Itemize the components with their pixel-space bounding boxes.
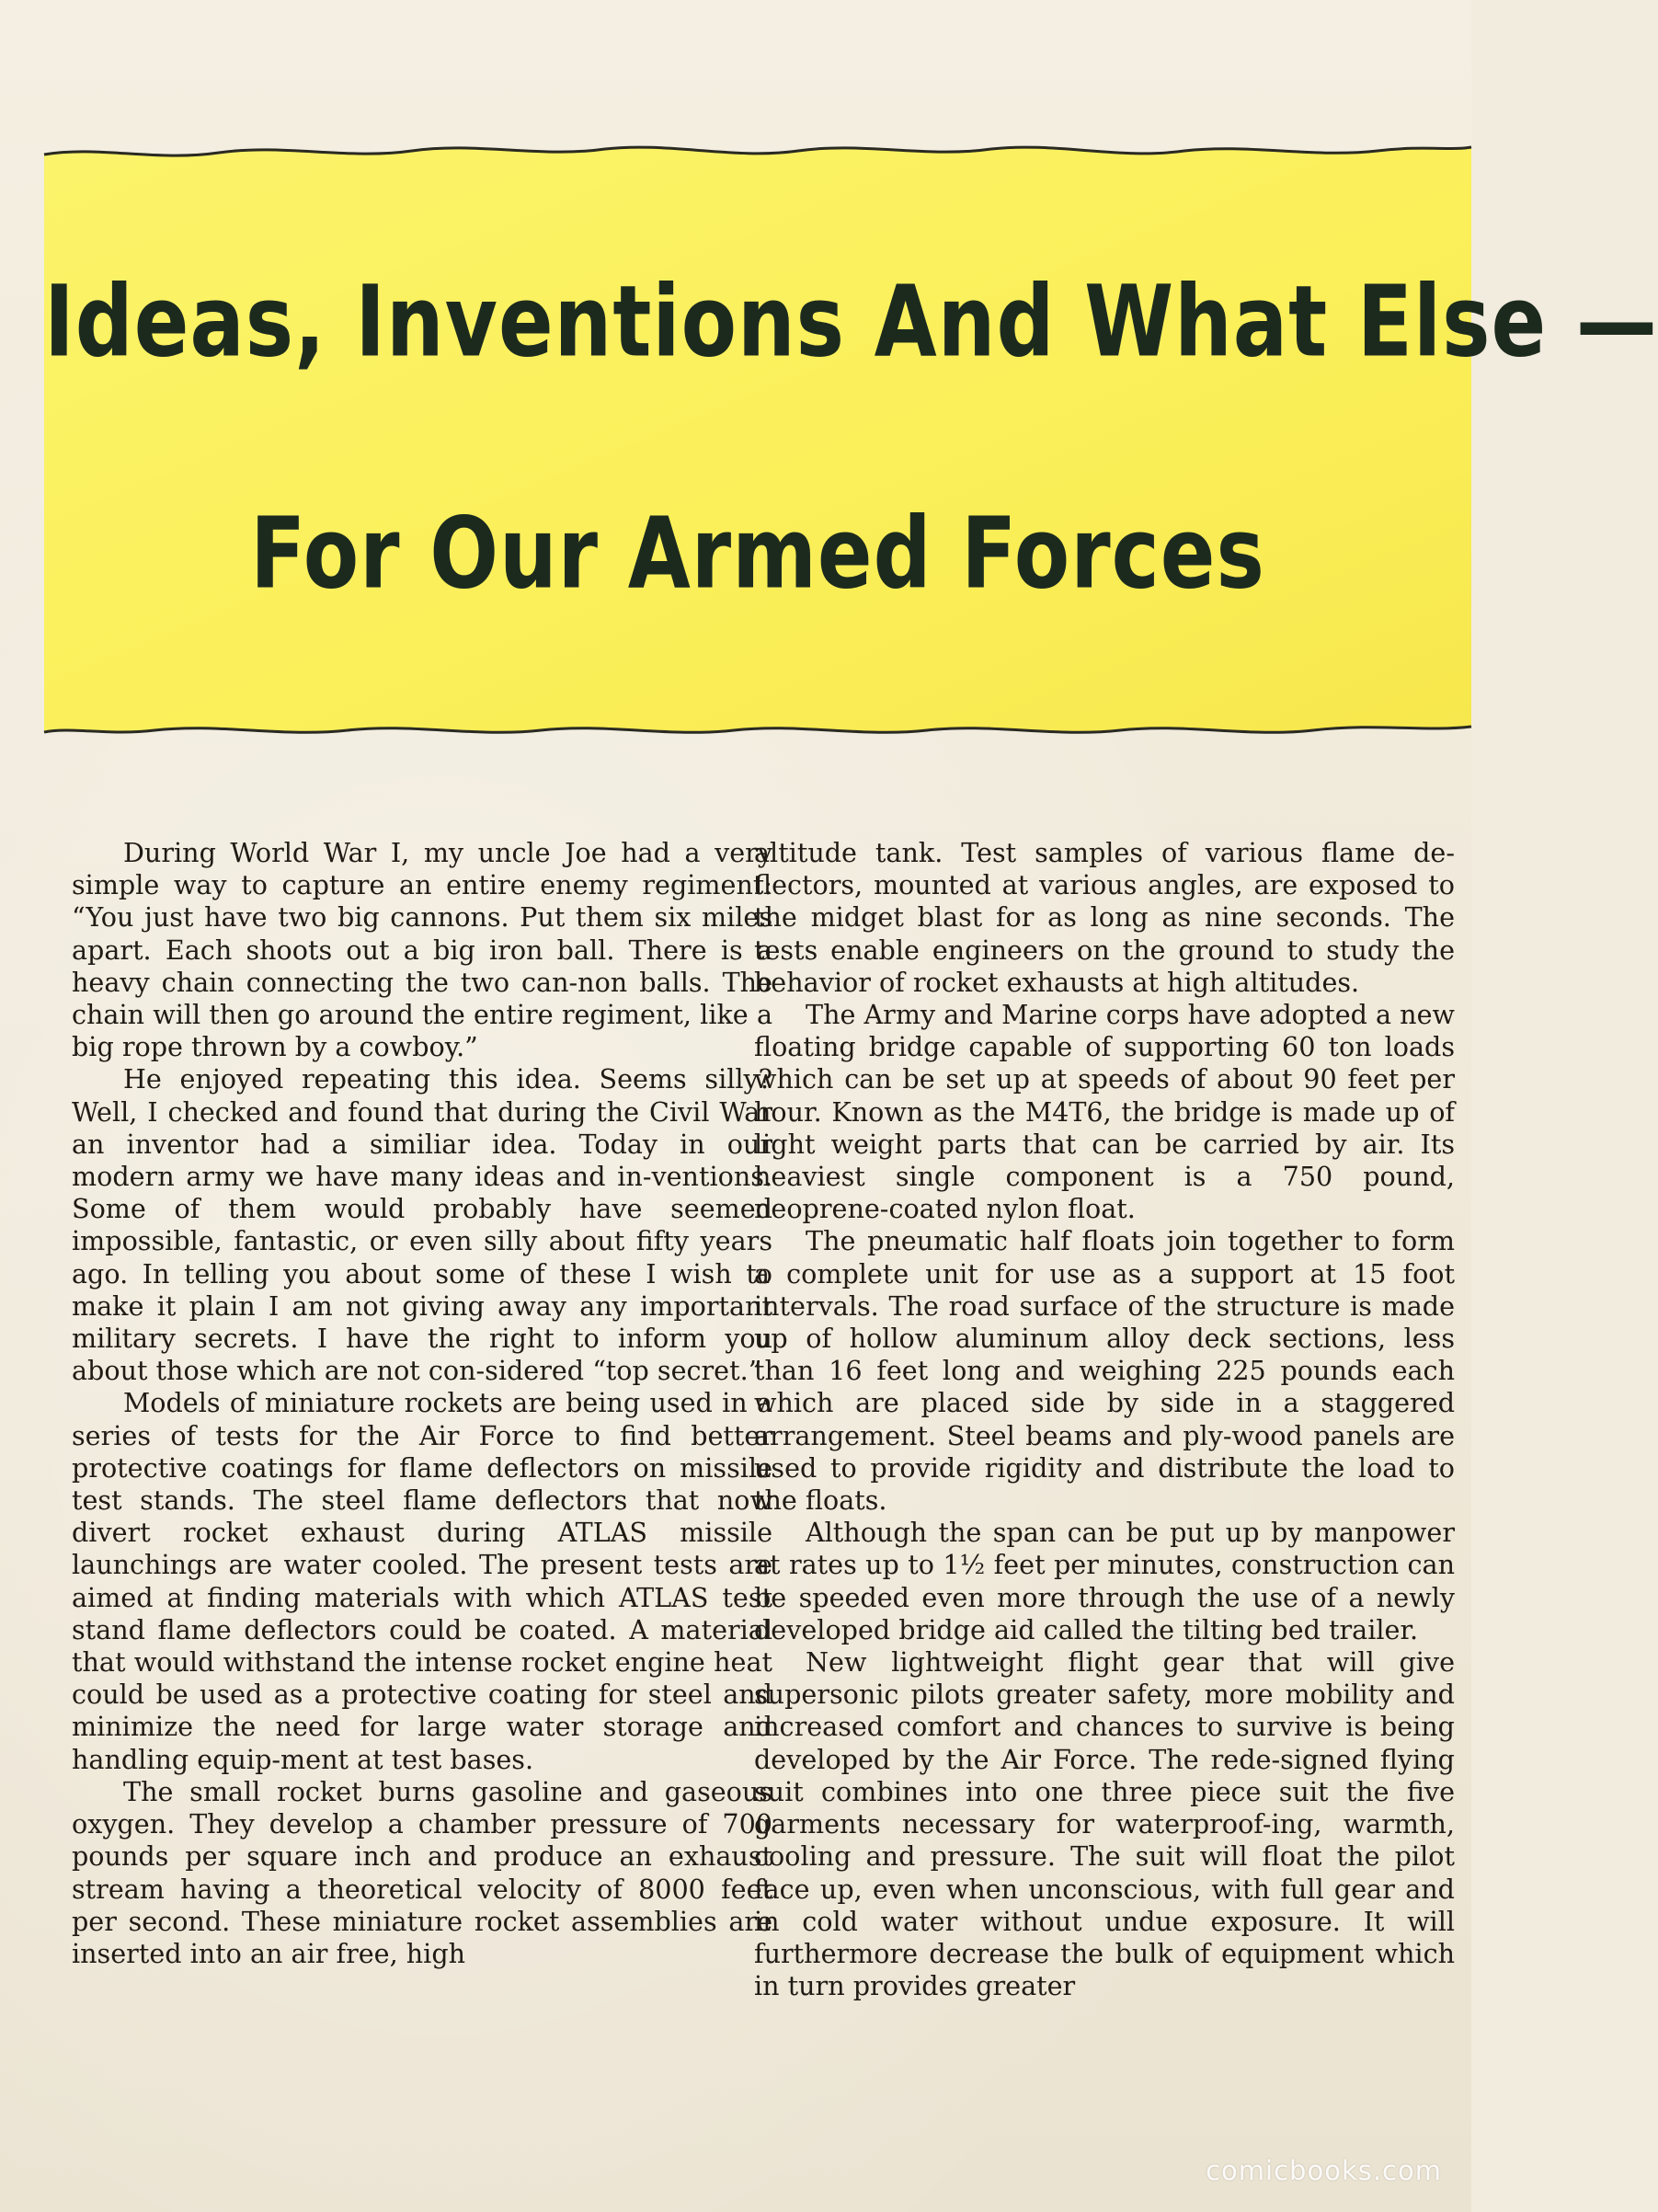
title-line-1: Ideas, Inventions And What Else — xyxy=(44,263,1658,380)
watermark: comicbooks.com xyxy=(1206,2155,1442,2186)
paragraph: New lightweight flight gear that will give supersonic pilots greater safety, more mobility and increased comfort and chances to survive is being developed by the Air Force. The rede-signed flying suit combines into one three piece suit the five garments necessary for waterproof-ing, warmth, cooling and pressure. The suit will float the pilot face up, even when unconscious, with full gear and in cold water without undue exposure. It will furthermore decrease the bulk of equipment which in turn provides greater xyxy=(754,1646,1455,2002)
paragraph: Models of miniature rockets are being used in a series of tests for the Air Force to find better protective coatings for flame deflectors on missile test stands. The steel flame deflectors that now divert rocket exhaust during ATLAS missile launchings are water cooled. The present tests are aimed at finding materials with which ATLAS test stand flame deflectors could be coated. A material that would withstand the intense rocket engine heat could be used as a protective coating for steel and minimize the need for large water storage and handling equip-ment at test bases. xyxy=(72,1387,772,1775)
paragraph: He enjoyed repeating this idea. Seems silly? Well, I checked and found that during the Civil War an inventor had a similiar idea. Today in our modern army we have many ideas and in-ventions. Some of them would probably have seemed impossible, fantastic, or even silly about fifty years ago. In telling you about some of these I wish to make it plain I am not giving away any important military secrets. I have the right to inform you about those which are not con-sidered “top secret.” xyxy=(72,1063,772,1387)
paragraph: altitude tank. Test samples of various flame de-flectors, mounted at various angles, are exposed to the midget blast for as long as nine seconds. The tests enable engineers on the ground to study the behavior of rocket exhausts at high altitudes. xyxy=(754,837,1455,998)
title-banner xyxy=(44,138,1658,745)
paragraph: During World War I, my uncle Joe had a very simple way to capture an entire enemy regiment: “You just have two big cannons. Put them six miles apart. Each shoots out a big iron ball. There is a heavy chain connecting the two can-non balls. The chain will then go around the entire regiment, like a big rope thrown by a cowboy.” xyxy=(72,837,772,1063)
paragraph: The Army and Marine corps have adopted a new floating bridge capable of supporting 60 ton loads which can be set up at speeds of about 90 feet per hour. Known as the M4T6, the bridge is made up of light weight parts that can be carried by air. Its heaviest single component is a 750 pound, neoprene-coated nylon float. xyxy=(754,999,1455,1225)
paragraph: The pneumatic half floats join together to form a complete unit for use as a support at 15 foot intervals. The road surface of the structure is made up of hollow aluminum alloy deck sections, less than 16 feet long and weighing 225 pounds each which are placed side by side in a staggered arrangement. Steel beams and ply-wood panels are used to provide rigidity and distribute the load to the floats. xyxy=(754,1225,1455,1517)
right-column xyxy=(754,837,1455,2002)
paragraph: Although the span can be put up by manpower at rates up to 1½ feet per minutes, construction can be speeded even more through the use of a newly developed bridge aid called the tilting bed trailer. xyxy=(754,1517,1455,1645)
banner-shape xyxy=(44,138,1658,745)
paragraph: The small rocket burns gasoline and gaseous oxygen. They develop a chamber pressure of 700 pounds per square inch and produce an exhaust stream having a theoretical velocity of 8000 feet per second. These miniature rocket assemblies are inserted into an air free, high xyxy=(72,1775,772,1969)
title-line-2: For Our Armed Forces xyxy=(250,495,1265,612)
left-column xyxy=(72,837,772,1970)
